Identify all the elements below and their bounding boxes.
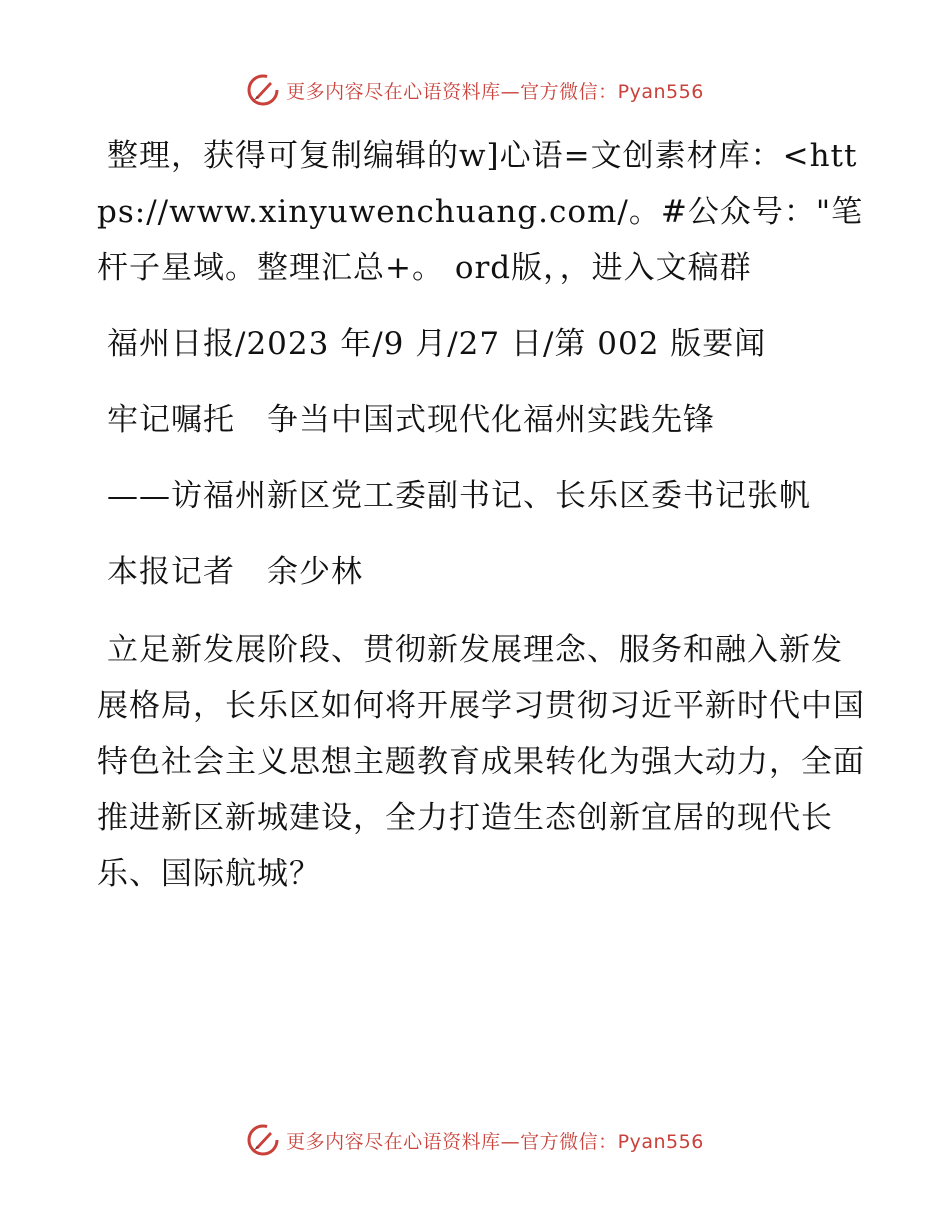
watermark-inner (246, 73, 704, 107)
watermark-banner-bottom (0, 1120, 950, 1160)
document-body (97, 128, 867, 902)
intro-paragraph: 整理，获得可复制编辑的w]心语=文创素材库：<https://www.xinyuwenchuang.com/。#公众号："笔杆子星域。整理汇总+。 ord版，，进入文稿群 (97, 138, 864, 286)
byline: 本报记者 余少林 (107, 554, 363, 590)
watermark-text: 更多内容尽在心语资料库—官方微信：Pyan556 (286, 1130, 704, 1153)
watermark-banner-top (0, 70, 950, 110)
source-line: 福州日报/2023 年/9 月/27 日/第 002 版要闻 (107, 326, 767, 362)
quill-seal-icon (246, 1123, 280, 1157)
watermark-inner (246, 1123, 704, 1157)
body-paragraph: 立足新发展阶段、贯彻新发展理念、服务和融入新发展格局，长乐区如何将开展学习贯彻习近平新时代中国特色社会主义思想主题教育成果转化为强大动力，全面推进新区新城建设，全力打造生态创新宜居的现代长乐、国际航城？ (97, 632, 865, 892)
watermark-text: 更多内容尽在心语资料库—官方微信：Pyan556 (286, 80, 704, 103)
quill-seal-icon (246, 73, 280, 107)
headline: 牢记嘱托 争当中国式现代化福州实践先锋 (107, 402, 715, 438)
subheadline: ——访福州新区党工委副书记、长乐区委书记张帆 (107, 478, 811, 514)
